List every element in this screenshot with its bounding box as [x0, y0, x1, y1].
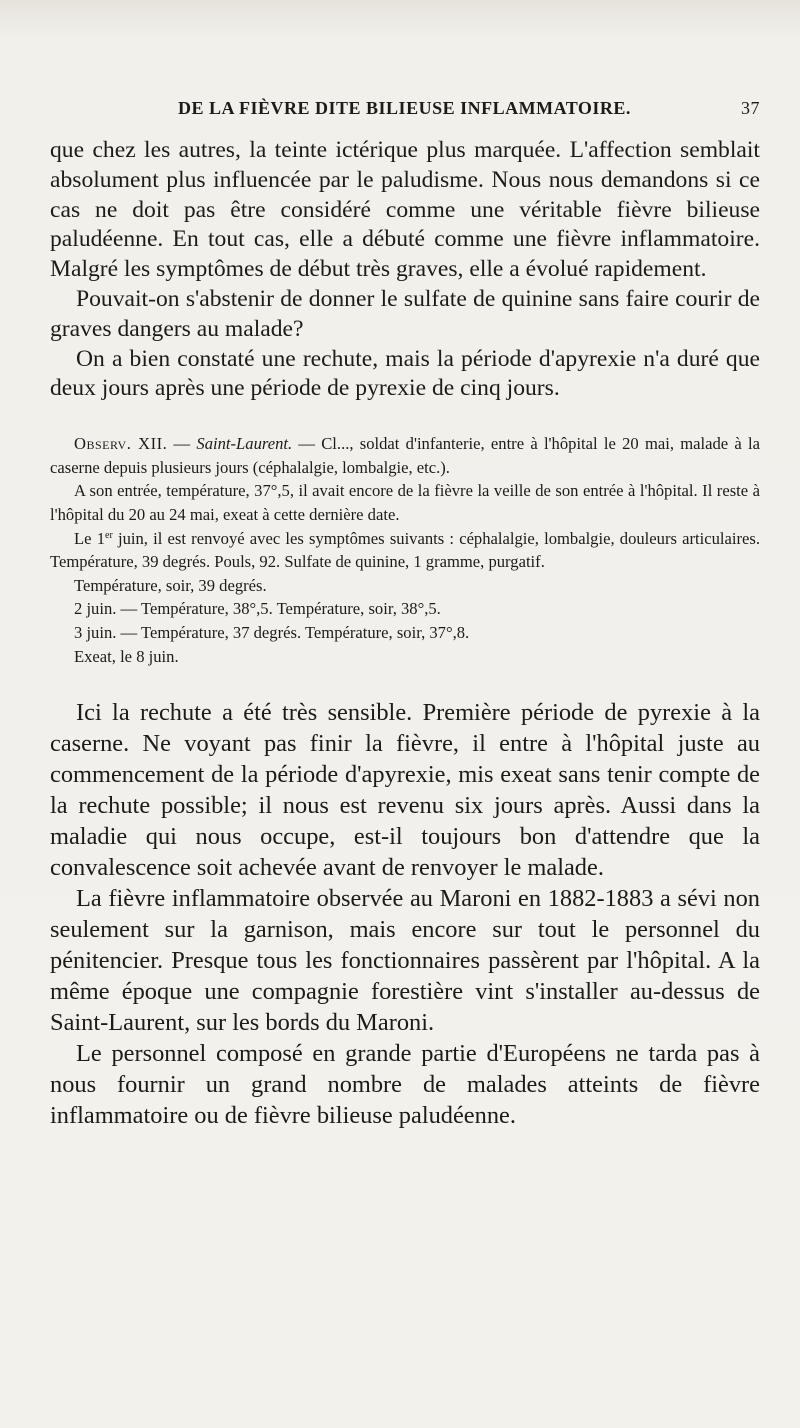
june-1-text: juin, il est renvoyé avec les symptômes suivants : céphalalgie, lombalgie, douleurs articulaires. Température, 39 degrés. Pouls, 92. Sulfate de quinine, 1 gramme, purgatif.	[50, 528, 760, 572]
page-header	[48, 98, 760, 126]
observation-june-3: 3 juin. — Température, 37 degrés. Température, soir, 37°,8.	[74, 622, 470, 642]
observation-evening: Température, soir, 39 degrés.	[74, 575, 267, 595]
observation-intro	[50, 432, 760, 479]
june-1-prefix: Le 1	[74, 528, 105, 548]
paragraph: que chez les autres, la teinte ictérique plus marquée. L'affection semblait absolument plus influencée par le paludisme. Nous nous demandons si ce cas ne doit pas être considéré comme une véritable fièvre bilieuse paludéenne. En tout cas, elle a débuté comme une fièvre inflammatoire. Malgré les symptômes de début très graves, elle a évolué rapidement.	[50, 137, 760, 283]
observation-june-1	[50, 527, 760, 574]
june-1-superscript: er	[105, 529, 113, 541]
page-body	[50, 136, 760, 1131]
paragraph: La fièvre inflammatoire observée au Maroni en 1882-1883 a sévi non seulement sur la garnison, mais encore sur tout le personnel du pénitencier. Presque tous les fonctionnaires passèrent par l'hôpital. A la même époque une compagnie forestière vint s'installer au-dessus de Saint-Laurent, sur les bords du Maroni.	[50, 885, 760, 1037]
paragraph: Pouvait-on s'abstenir de donner le sulfate de quinine sans faire courir de graves dangers au malade?	[50, 285, 760, 342]
paragraph: Ici la rechute a été très sensible. Première période de pyrexie à la caserne. Ne voyant pas finir la fièvre, il entre à l'hôpital juste au commencement de la période d'apyrexie, mis exeat sans tenir compte de la rechute possible; il nous est revenu six jours après. Aussi dans la maladie qui nous occupe, est-il toujours bon d'attendre que la convalescence soit achevée avant de renvoyer le malade.	[50, 699, 760, 882]
observation-place: Saint-Laurent.	[196, 434, 293, 454]
observation-exeat: Exeat, le 8 juin.	[74, 646, 179, 666]
paragraph: Le personnel composé en grande partie d'Européens ne tarda pas à nous fournir un grand nombre de malades atteints de fièvre inflammatoire ou de fièvre bilieuse paludéenne.	[50, 1040, 760, 1130]
page-number: 37	[741, 98, 760, 118]
running-title: DE LA FIÈVRE DITE BILIEUSE INFLAMMATOIRE.	[178, 98, 631, 118]
observation-label: Observ. XII.	[74, 434, 168, 454]
observation-xii	[50, 432, 760, 668]
observation-intro-text: — Cl..., soldat d'infanterie, entre à l'hôpital le 20 mai, malade à la caserne depuis plusieurs jours (céphalalgie, lombalgie, etc.).	[50, 434, 761, 477]
observation-entry: A son entrée, température, 37°,5, il avait encore de la fièvre la veille de son entrée à l'hôpital. Il reste à l'hôpital du 20 au 24 mai, exeat à cette dernière date.	[50, 481, 760, 524]
paragraph: On a bien constaté une rechute, mais la période d'apyrexie n'a duré que deux jours après une période de pyrexie de cinq jours.	[50, 345, 760, 402]
observation-dash: —	[167, 434, 197, 454]
closing-section	[50, 697, 760, 1131]
opening-section	[50, 136, 760, 404]
observation-june-2: 2 juin. — Température, 38°,5. Température, soir, 38°,5.	[74, 599, 441, 619]
